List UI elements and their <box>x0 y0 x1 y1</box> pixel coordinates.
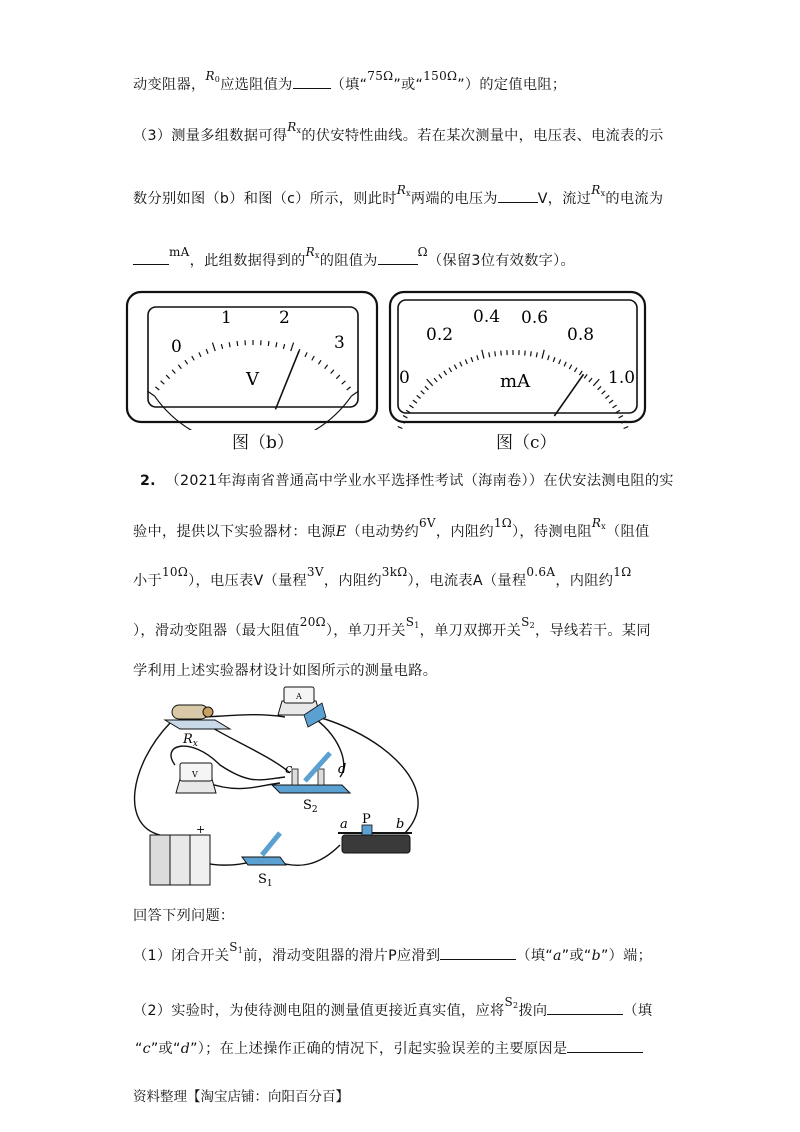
scale-tick <box>477 355 478 360</box>
scale-tick <box>336 375 339 379</box>
scale-tick <box>229 342 230 347</box>
meter-figures <box>0 290 800 430</box>
rx-label: $R_x$ <box>183 732 198 749</box>
scale-tick <box>609 400 613 403</box>
scale-tick <box>439 374 442 378</box>
p-slider-label: P <box>362 812 371 827</box>
answer-blank <box>440 945 516 960</box>
answer-line-1: （1）闭合开关$^{S_1}$前，滑动变阻器的滑片P应滑到 （填“a”或“b”）端； <box>133 940 653 964</box>
tick-label-2: 2 <box>279 308 290 328</box>
scale-tick <box>398 427 403 429</box>
scale-tick <box>312 356 314 360</box>
tick-label-0.6: 0.6 <box>521 308 549 328</box>
tick-label-0: 0 <box>399 368 410 388</box>
q2-line-1: 2. （2021年海南省普通高中学业水平选择性考试（海南卷））在伏安法测电阻的实 <box>140 473 674 489</box>
footer-source: 资料整理【淘宝店铺：向阳百分百】 <box>133 1089 349 1105</box>
q1-line-1: 动变阻器，$^{R_0}$应选阻值为 （填“$^{75\Omega}$”或“$^{150\Omega}$”）的定值电阻； <box>133 69 567 93</box>
caption-c: 图（c） <box>496 433 557 453</box>
scale-tick <box>206 349 208 354</box>
tick-label-1.0: 1.0 <box>608 368 636 388</box>
scale-tick <box>421 391 425 394</box>
scale-tick <box>564 362 566 367</box>
unit-label-ma: mA <box>500 371 531 392</box>
tick-label-0: 0 <box>171 337 182 357</box>
scale-tick <box>454 365 456 369</box>
s1-label: $S_1$ <box>258 872 273 889</box>
milliammeter-c <box>390 292 645 430</box>
scale-tick <box>619 416 623 418</box>
ammeter <box>278 687 326 727</box>
plus-sign: + <box>196 823 206 836</box>
tick-label-0.2: 0.2 <box>426 325 454 345</box>
scale-tick <box>559 359 561 364</box>
voltmeter-b <box>127 292 377 430</box>
scale-tick <box>542 350 544 359</box>
scale-tick <box>409 405 413 408</box>
scale-tick <box>155 387 159 390</box>
scale-tick <box>417 395 421 398</box>
scale-tick <box>602 391 606 394</box>
svg-text:V: V <box>192 770 198 779</box>
needle-b <box>275 351 299 409</box>
scale-tick <box>471 357 473 362</box>
q1-line-4: $^{mA}$，此组数据得到的$^{R_x}$的阻值为$^\Omega$（保留3位有效数字）。 <box>133 250 575 270</box>
answer-blank <box>133 250 169 265</box>
scale-tick <box>449 368 452 372</box>
scale-tick <box>444 371 447 375</box>
scale-tick <box>276 342 277 347</box>
scale-tick <box>325 365 328 369</box>
scale-tick <box>178 365 181 369</box>
battery <box>150 823 210 885</box>
svg-text:A: A <box>296 692 302 701</box>
switch-s1 <box>242 833 286 889</box>
scale-tick <box>569 365 571 369</box>
scale-tick <box>237 341 238 346</box>
s2-label: $S_2$ <box>303 798 318 815</box>
answer-line-3: “c”或“d”）；在上述操作正确的情况下，引起实验误差的主要原因是 <box>135 1038 643 1058</box>
scale-tick <box>318 360 321 364</box>
caption-b: 图（b） <box>232 433 294 453</box>
scale-arc <box>155 396 352 430</box>
q2-line-2: 验中，提供以下实验器材：电源E（电动势约$^{6V}$，内阻约$^{1\Omega}$），待测电阻$^{R_x}$（阻值 <box>133 516 650 540</box>
scale-tick <box>305 352 307 357</box>
d-terminal-label: d <box>338 762 347 777</box>
scale-tick <box>166 375 169 379</box>
a-terminal-label: a <box>340 817 348 832</box>
tick-label-3: 3 <box>334 333 345 353</box>
scale-tick <box>495 351 496 356</box>
answer-blank <box>498 188 538 203</box>
math-r0: R0 <box>205 69 221 84</box>
scale-tick <box>584 374 587 378</box>
scale-tick <box>185 360 188 364</box>
answer-blank <box>547 1000 623 1015</box>
answer-line-2: （2）实验时，为使待测电阻的测量值更接近真实值，应将$^{S_2}$拨向 （填 <box>133 995 653 1019</box>
tick-label-0.8: 0.8 <box>567 325 595 345</box>
scale-tick <box>342 381 346 384</box>
circuit-diagram <box>0 685 800 895</box>
scale-tick <box>579 371 582 375</box>
scale-tick <box>425 386 429 390</box>
scale-tick <box>589 378 592 382</box>
scale-tick <box>413 400 417 403</box>
scale-tick <box>161 381 165 384</box>
scale-tick <box>612 405 616 408</box>
scale-tick <box>553 357 555 362</box>
scale-tick <box>548 355 549 360</box>
needle-c <box>554 374 583 416</box>
scale-tick <box>347 387 351 390</box>
scale-tick <box>536 352 537 357</box>
scale-tick <box>192 356 194 360</box>
answer-blank <box>567 1038 643 1053</box>
scale-tick <box>291 343 294 352</box>
tick-label-1: 1 <box>221 308 232 328</box>
q2-line-3: 小于$^{10\Omega}$），电压表V（量程$^{3V}$，内阻约$^{3k\Omega}$），电流表A（量程$^{0.6A}$，内阻约$^{1\Omega}$ <box>133 565 632 589</box>
scale-tick <box>624 427 629 429</box>
tick-label-0.4: 0.4 <box>473 307 501 327</box>
scale-tick <box>427 379 433 386</box>
scale-tick <box>221 344 222 349</box>
scale-tick <box>172 370 175 374</box>
scale-tick <box>605 395 609 398</box>
scale-tick <box>403 416 407 418</box>
slide-rheostat <box>338 812 412 853</box>
answer-blank <box>293 74 331 89</box>
scale-tick <box>268 341 269 346</box>
scale-tick <box>593 379 599 386</box>
c-terminal-label: c <box>285 762 293 777</box>
scale-tick <box>283 344 284 349</box>
b-terminal-label: b <box>396 817 405 832</box>
scale-tick <box>598 386 602 390</box>
scale-tick <box>489 352 490 357</box>
q2-line-4: ），滑动变阻器（最大阻值$^{20\Omega}$），单刀开关$^{S_1}$，单刀双掷开关$^{S_2}$，导线若干。某同 <box>133 615 651 639</box>
q1-line-2: （3）测量多组数据可得$^{R_x}$的伏安特性曲线。若在某次测量中，电压表、电流表的示 <box>133 120 664 144</box>
q1-line-3: 数分别如图（b）和图（c）所示，则此时$^{R_x}$两端的电压为 V，流过$^{R_x}$的电流为 <box>133 183 664 207</box>
scale-tick <box>331 370 334 374</box>
scale-tick <box>460 362 462 367</box>
scale-tick <box>574 368 577 372</box>
answer-blank <box>378 250 418 265</box>
scale-tick <box>465 359 467 364</box>
scale-tick <box>482 350 484 359</box>
switch-s2 <box>272 753 350 815</box>
scale-tick <box>199 352 201 357</box>
answers-intro: 回答下列问题： <box>133 908 235 924</box>
scale-tick <box>531 351 532 356</box>
scale-tick <box>434 378 437 382</box>
rx-resistor <box>165 705 230 749</box>
scale-tick <box>212 343 215 352</box>
unit-label-v: V <box>246 369 259 390</box>
q2-line-5: 学利用上述实验器材设计如图所示的测量电路。 <box>133 663 438 679</box>
voltmeter <box>176 763 216 793</box>
